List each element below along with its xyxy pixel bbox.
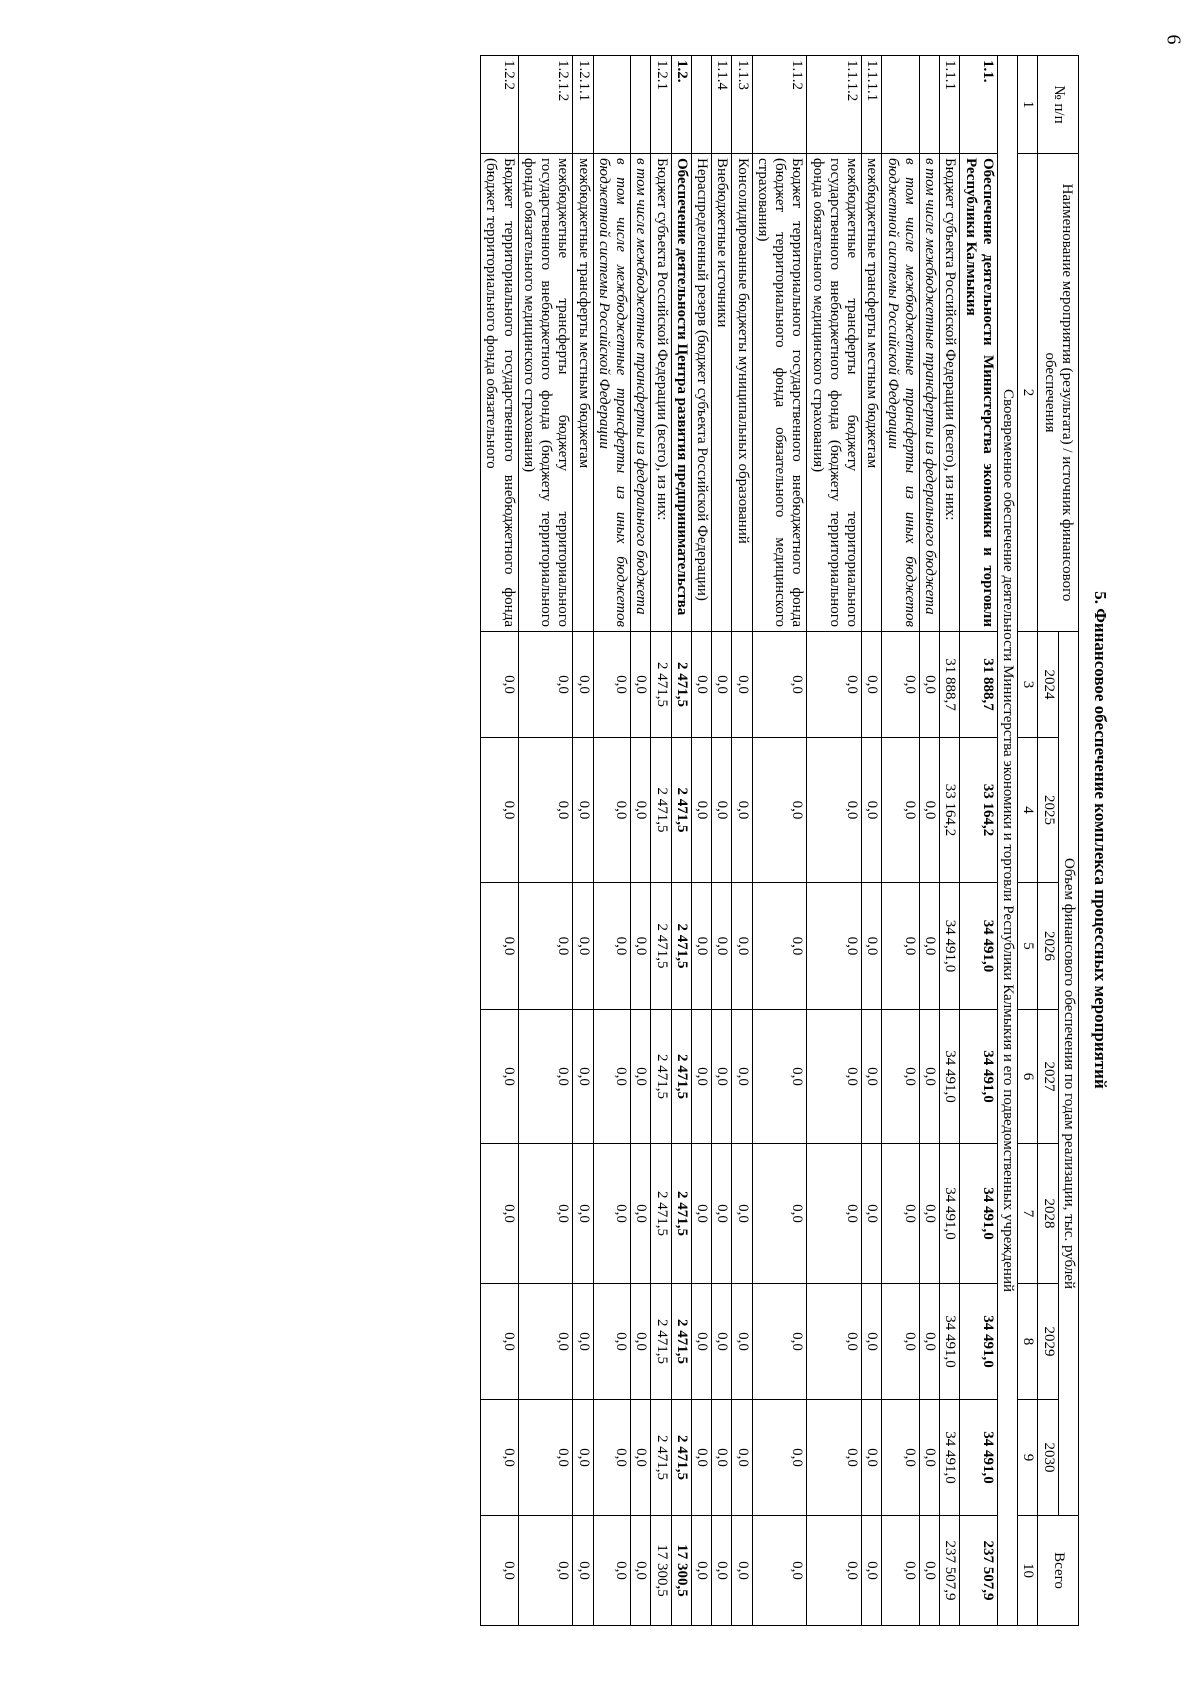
row-value: 0,0 bbox=[573, 883, 593, 1010]
row-value: 0,0 bbox=[752, 1144, 807, 1284]
row-total: 0,0 bbox=[920, 1516, 940, 1626]
header-year: 2024 bbox=[1038, 632, 1058, 738]
table-row bbox=[732, 56, 752, 1626]
row-value: 0,0 bbox=[712, 632, 732, 738]
row-total: 0,0 bbox=[807, 1516, 862, 1626]
row-name: в том числе межбюджетные трансферты из федерального бюджета bbox=[631, 154, 651, 632]
row-value: 34 491,0 bbox=[940, 1284, 960, 1400]
row-value: 0,0 bbox=[631, 883, 651, 1010]
row-value: 2 471,5 bbox=[671, 1144, 691, 1284]
row-value: 0,0 bbox=[862, 883, 882, 1010]
row-value: 0,0 bbox=[631, 1400, 651, 1516]
row-value: 34 491,0 bbox=[960, 883, 998, 1010]
row-value: 0,0 bbox=[692, 1144, 712, 1284]
section-row bbox=[998, 56, 1018, 1626]
row-value: 0,0 bbox=[732, 738, 752, 883]
row-number bbox=[631, 56, 651, 154]
page-number: 6 bbox=[1162, 34, 1185, 45]
row-value: 0,0 bbox=[692, 883, 712, 1010]
header-year: 2027 bbox=[1038, 1010, 1058, 1144]
row-name: Обеспечение деятельности Центра развития предпринимательства bbox=[671, 154, 691, 632]
row-value: 0,0 bbox=[631, 1144, 651, 1284]
row-value: 0,0 bbox=[593, 1010, 631, 1144]
row-value: 34 491,0 bbox=[960, 1284, 998, 1400]
row-value: 0,0 bbox=[593, 632, 631, 738]
row-name: межбюджетные трансферты бюджету территориального государственного внебюджетного фонда (бюджету территориального фонда обязательного медицинского страхования) bbox=[807, 154, 862, 632]
financing-table bbox=[480, 55, 1079, 1626]
row-value: 0,0 bbox=[752, 632, 807, 738]
row-value: 0,0 bbox=[712, 1144, 732, 1284]
row-value: 0,0 bbox=[732, 1144, 752, 1284]
table-row bbox=[692, 56, 712, 1626]
row-total: 237 507,9 bbox=[940, 1516, 960, 1626]
row-value: 2 471,5 bbox=[671, 738, 691, 883]
header-row-numbers bbox=[1018, 56, 1038, 1626]
row-value: 0,0 bbox=[573, 1400, 593, 1516]
row-value: 2 471,5 bbox=[651, 632, 671, 738]
table-row bbox=[573, 56, 593, 1626]
row-value: 2 471,5 bbox=[671, 632, 691, 738]
row-name: Нераспределенный резерв (бюджет субъекта Российской Федерации) bbox=[692, 154, 712, 632]
row-number: 1.1.3 bbox=[732, 56, 752, 154]
row-value: 2 471,5 bbox=[671, 883, 691, 1010]
column-number: 7 bbox=[1018, 1144, 1038, 1284]
row-value: 0,0 bbox=[518, 738, 573, 883]
row-value: 34 491,0 bbox=[940, 1010, 960, 1144]
row-name: межбюджетные трансферты местным бюджетам bbox=[573, 154, 593, 632]
row-value: 0,0 bbox=[593, 1144, 631, 1284]
row-value: 0,0 bbox=[712, 1400, 732, 1516]
header-year: 2026 bbox=[1038, 883, 1058, 1010]
row-total: 17 300,5 bbox=[651, 1516, 671, 1626]
row-value: 0,0 bbox=[573, 1144, 593, 1284]
row-total: 17 300,5 bbox=[671, 1516, 691, 1626]
row-value: 0,0 bbox=[692, 738, 712, 883]
row-number: 1.1.4 bbox=[712, 56, 732, 154]
table-row bbox=[593, 56, 631, 1626]
row-value: 0,0 bbox=[518, 1400, 573, 1516]
row-total: 0,0 bbox=[481, 1516, 519, 1626]
row-value: 2 471,5 bbox=[651, 1144, 671, 1284]
row-value: 0,0 bbox=[752, 883, 807, 1010]
row-name: Бюджет субъекта Российской Федерации (всего), из них: bbox=[651, 154, 671, 632]
row-value: 0,0 bbox=[573, 632, 593, 738]
row-value: 0,0 bbox=[920, 1400, 940, 1516]
table-row bbox=[940, 56, 960, 1626]
row-value: 34 491,0 bbox=[940, 883, 960, 1010]
row-value: 0,0 bbox=[882, 738, 920, 883]
row-value: 2 471,5 bbox=[671, 1400, 691, 1516]
row-value: 33 164,2 bbox=[940, 738, 960, 883]
row-value: 0,0 bbox=[862, 1010, 882, 1144]
row-name: Бюджет субъекта Российской Федерации (всего), из них: bbox=[940, 154, 960, 632]
row-total: 0,0 bbox=[518, 1516, 573, 1626]
row-value: 0,0 bbox=[807, 1144, 862, 1284]
row-total: 0,0 bbox=[692, 1516, 712, 1626]
row-name: межбюджетные трансферты местным бюджетам bbox=[862, 154, 882, 632]
row-value: 0,0 bbox=[573, 1010, 593, 1144]
table-row bbox=[712, 56, 732, 1626]
row-value: 0,0 bbox=[631, 738, 651, 883]
row-value: 0,0 bbox=[732, 632, 752, 738]
row-value: 34 491,0 bbox=[960, 1400, 998, 1516]
row-value: 0,0 bbox=[862, 1144, 882, 1284]
table-row bbox=[960, 56, 998, 1626]
row-value: 0,0 bbox=[862, 1400, 882, 1516]
row-number: 1.1.1.1 bbox=[862, 56, 882, 154]
row-value: 0,0 bbox=[692, 1400, 712, 1516]
row-value: 0,0 bbox=[518, 1284, 573, 1400]
row-value: 0,0 bbox=[882, 1400, 920, 1516]
row-name: Внебюджетные источники bbox=[712, 154, 732, 632]
row-value: 2 471,5 bbox=[651, 883, 671, 1010]
column-number: 4 bbox=[1018, 738, 1038, 883]
table-row bbox=[631, 56, 651, 1626]
row-value: 0,0 bbox=[692, 1010, 712, 1144]
row-number: 1.1.1.2 bbox=[807, 56, 862, 154]
header-year: 2030 bbox=[1038, 1400, 1058, 1516]
row-number: 1.2.1 bbox=[651, 56, 671, 154]
header-volume: Объем финансового обеспечения по годам реализации, тыс. рублей bbox=[1058, 632, 1078, 1516]
row-value: 0,0 bbox=[920, 1010, 940, 1144]
row-value: 0,0 bbox=[752, 738, 807, 883]
row-value: 34 491,0 bbox=[940, 1144, 960, 1284]
row-value: 0,0 bbox=[573, 1284, 593, 1400]
row-number: 1.2. bbox=[671, 56, 691, 154]
row-value: 0,0 bbox=[692, 1284, 712, 1400]
row-value: 2 471,5 bbox=[651, 738, 671, 883]
table-body bbox=[481, 56, 1018, 1626]
table-row bbox=[920, 56, 940, 1626]
header-name: Наименование мероприятия (результата) / источник финансового обеспечения bbox=[1038, 154, 1079, 632]
table-row bbox=[862, 56, 882, 1626]
row-value: 0,0 bbox=[518, 1144, 573, 1284]
header-no: № п/п bbox=[1038, 56, 1079, 154]
row-value: 0,0 bbox=[920, 1284, 940, 1400]
table-row bbox=[651, 56, 671, 1626]
row-value: 0,0 bbox=[712, 883, 732, 1010]
row-value: 0,0 bbox=[920, 1144, 940, 1284]
row-value: 0,0 bbox=[752, 1010, 807, 1144]
row-value: 33 164,2 bbox=[960, 738, 998, 883]
row-value: 0,0 bbox=[631, 1284, 651, 1400]
row-total: 0,0 bbox=[593, 1516, 631, 1626]
row-value: 0,0 bbox=[593, 738, 631, 883]
row-total: 0,0 bbox=[631, 1516, 651, 1626]
row-value: 2 471,5 bbox=[671, 1284, 691, 1400]
document-title: 5. Финансовое обеспечение комплекса процессных мероприятий bbox=[1091, 591, 1110, 1089]
row-value: 0,0 bbox=[807, 632, 862, 738]
header-year: 2029 bbox=[1038, 1284, 1058, 1400]
row-total: 0,0 bbox=[882, 1516, 920, 1626]
row-value: 2 471,5 bbox=[671, 1010, 691, 1144]
row-total: 237 507,9 bbox=[960, 1516, 998, 1626]
table-row bbox=[518, 56, 573, 1626]
column-number: 3 bbox=[1018, 632, 1038, 738]
row-value: 0,0 bbox=[481, 632, 519, 738]
row-value: 0,0 bbox=[481, 1400, 519, 1516]
row-value: 0,0 bbox=[732, 1400, 752, 1516]
row-value: 0,0 bbox=[593, 1284, 631, 1400]
row-name: в том числе межбюджетные трансферты из иных бюджетов бюджетной системы Российской Федерации bbox=[882, 154, 920, 632]
row-value: 0,0 bbox=[752, 1284, 807, 1400]
column-number: 6 bbox=[1018, 1010, 1038, 1144]
row-value: 0,0 bbox=[882, 1284, 920, 1400]
row-total: 0,0 bbox=[732, 1516, 752, 1626]
row-value: 0,0 bbox=[920, 883, 940, 1010]
row-name: Обеспечение деятельности Министерства экономики и торговли Республики Калмыкия bbox=[960, 154, 998, 632]
row-value: 31 888,7 bbox=[960, 632, 998, 738]
row-value: 0,0 bbox=[631, 1010, 651, 1144]
row-value: 0,0 bbox=[862, 632, 882, 738]
row-value: 0,0 bbox=[712, 738, 732, 883]
table-row bbox=[807, 56, 862, 1626]
row-value: 0,0 bbox=[732, 883, 752, 1010]
row-value: 0,0 bbox=[518, 883, 573, 1010]
header-row-1 bbox=[1058, 56, 1078, 1626]
row-value: 31 888,7 bbox=[940, 632, 960, 738]
row-value: 0,0 bbox=[807, 883, 862, 1010]
row-number bbox=[692, 56, 712, 154]
row-number bbox=[920, 56, 940, 154]
row-value: 0,0 bbox=[807, 1010, 862, 1144]
row-value: 0,0 bbox=[712, 1284, 732, 1400]
row-value: 0,0 bbox=[882, 883, 920, 1010]
row-value: 0,0 bbox=[481, 738, 519, 883]
row-value: 0,0 bbox=[593, 1400, 631, 1516]
column-number: 9 bbox=[1018, 1400, 1038, 1516]
row-total: 0,0 bbox=[712, 1516, 732, 1626]
row-value: 0,0 bbox=[712, 1010, 732, 1144]
row-value: 0,0 bbox=[573, 738, 593, 883]
row-total: 0,0 bbox=[573, 1516, 593, 1626]
row-value: 0,0 bbox=[631, 632, 651, 738]
rotated-sheet bbox=[165, 55, 1115, 1625]
row-value: 0,0 bbox=[481, 1284, 519, 1400]
row-value: 0,0 bbox=[862, 1284, 882, 1400]
row-total: 0,0 bbox=[862, 1516, 882, 1626]
row-value: 0,0 bbox=[593, 883, 631, 1010]
row-value: 0,0 bbox=[732, 1010, 752, 1144]
row-value: 0,0 bbox=[732, 1284, 752, 1400]
row-value: 0,0 bbox=[882, 632, 920, 738]
row-value: 0,0 bbox=[807, 1400, 862, 1516]
header-year: 2028 bbox=[1038, 1144, 1058, 1284]
row-number: 1.2.2 bbox=[481, 56, 519, 154]
row-number: 1.1.1 bbox=[940, 56, 960, 154]
row-total: 0,0 bbox=[752, 1516, 807, 1626]
row-value: 0,0 bbox=[481, 1144, 519, 1284]
column-number: 5 bbox=[1018, 883, 1038, 1010]
row-number bbox=[593, 56, 631, 154]
column-number: 8 bbox=[1018, 1284, 1038, 1400]
row-name: Бюджет территориального государственного внебюджетного фонда (бюджет территориального фонда обязательного медицинского страхования) bbox=[752, 154, 807, 632]
row-value: 0,0 bbox=[920, 632, 940, 738]
row-value: 2 471,5 bbox=[651, 1284, 671, 1400]
row-number: 1.2.1.2 bbox=[518, 56, 573, 154]
row-name: в том числе межбюджетные трансферты из иных бюджетов бюджетной системы Российской Федерации bbox=[593, 154, 631, 632]
row-value: 0,0 bbox=[518, 632, 573, 738]
table-row bbox=[752, 56, 807, 1626]
row-value: 0,0 bbox=[882, 1010, 920, 1144]
table-row bbox=[481, 56, 519, 1626]
row-name: Консолидированные бюджеты муниципальных образований bbox=[732, 154, 752, 632]
table-row bbox=[671, 56, 691, 1626]
row-value: 2 471,5 bbox=[651, 1400, 671, 1516]
header-year: 2025 bbox=[1038, 738, 1058, 883]
row-number: 1.1. bbox=[960, 56, 998, 154]
row-value: 34 491,0 bbox=[940, 1400, 960, 1516]
row-value: 0,0 bbox=[481, 883, 519, 1010]
row-value: 0,0 bbox=[692, 632, 712, 738]
column-number: 10 bbox=[1018, 1516, 1038, 1626]
row-number bbox=[882, 56, 920, 154]
row-name: Бюджет территориального государственного внебюджетного фонда (бюджет территориального фонда обязательного bbox=[481, 154, 519, 632]
row-number: 1.1.2 bbox=[752, 56, 807, 154]
column-number: 2 bbox=[1018, 154, 1038, 632]
row-value: 34 491,0 bbox=[960, 1010, 998, 1144]
header-total: Всего bbox=[1038, 1516, 1079, 1626]
row-name: межбюджетные трансферты бюджету территориального государственного внебюджетного фонда (бюджету территориального фонда обязательного медицинского страхования) bbox=[518, 154, 573, 632]
row-name: в том числе межбюджетные трансферты из федерального бюджета bbox=[920, 154, 940, 632]
table-row bbox=[882, 56, 920, 1626]
row-value: 34 491,0 bbox=[960, 1144, 998, 1284]
row-value: 0,0 bbox=[807, 738, 862, 883]
row-value: 0,0 bbox=[752, 1400, 807, 1516]
row-value: 2 471,5 bbox=[651, 1010, 671, 1144]
row-number: 1.2.1.1 bbox=[573, 56, 593, 154]
row-value: 0,0 bbox=[518, 1010, 573, 1144]
row-value: 0,0 bbox=[481, 1010, 519, 1144]
column-number: 1 bbox=[1018, 56, 1038, 154]
row-value: 0,0 bbox=[882, 1144, 920, 1284]
row-value: 0,0 bbox=[920, 738, 940, 883]
row-value: 0,0 bbox=[862, 738, 882, 883]
row-value: 0,0 bbox=[807, 1284, 862, 1400]
section-title: Своевременное обеспечение деятельности Министерства экономики и торговли Республики Калмыкия и его подведомственных учреждений bbox=[998, 56, 1018, 1626]
